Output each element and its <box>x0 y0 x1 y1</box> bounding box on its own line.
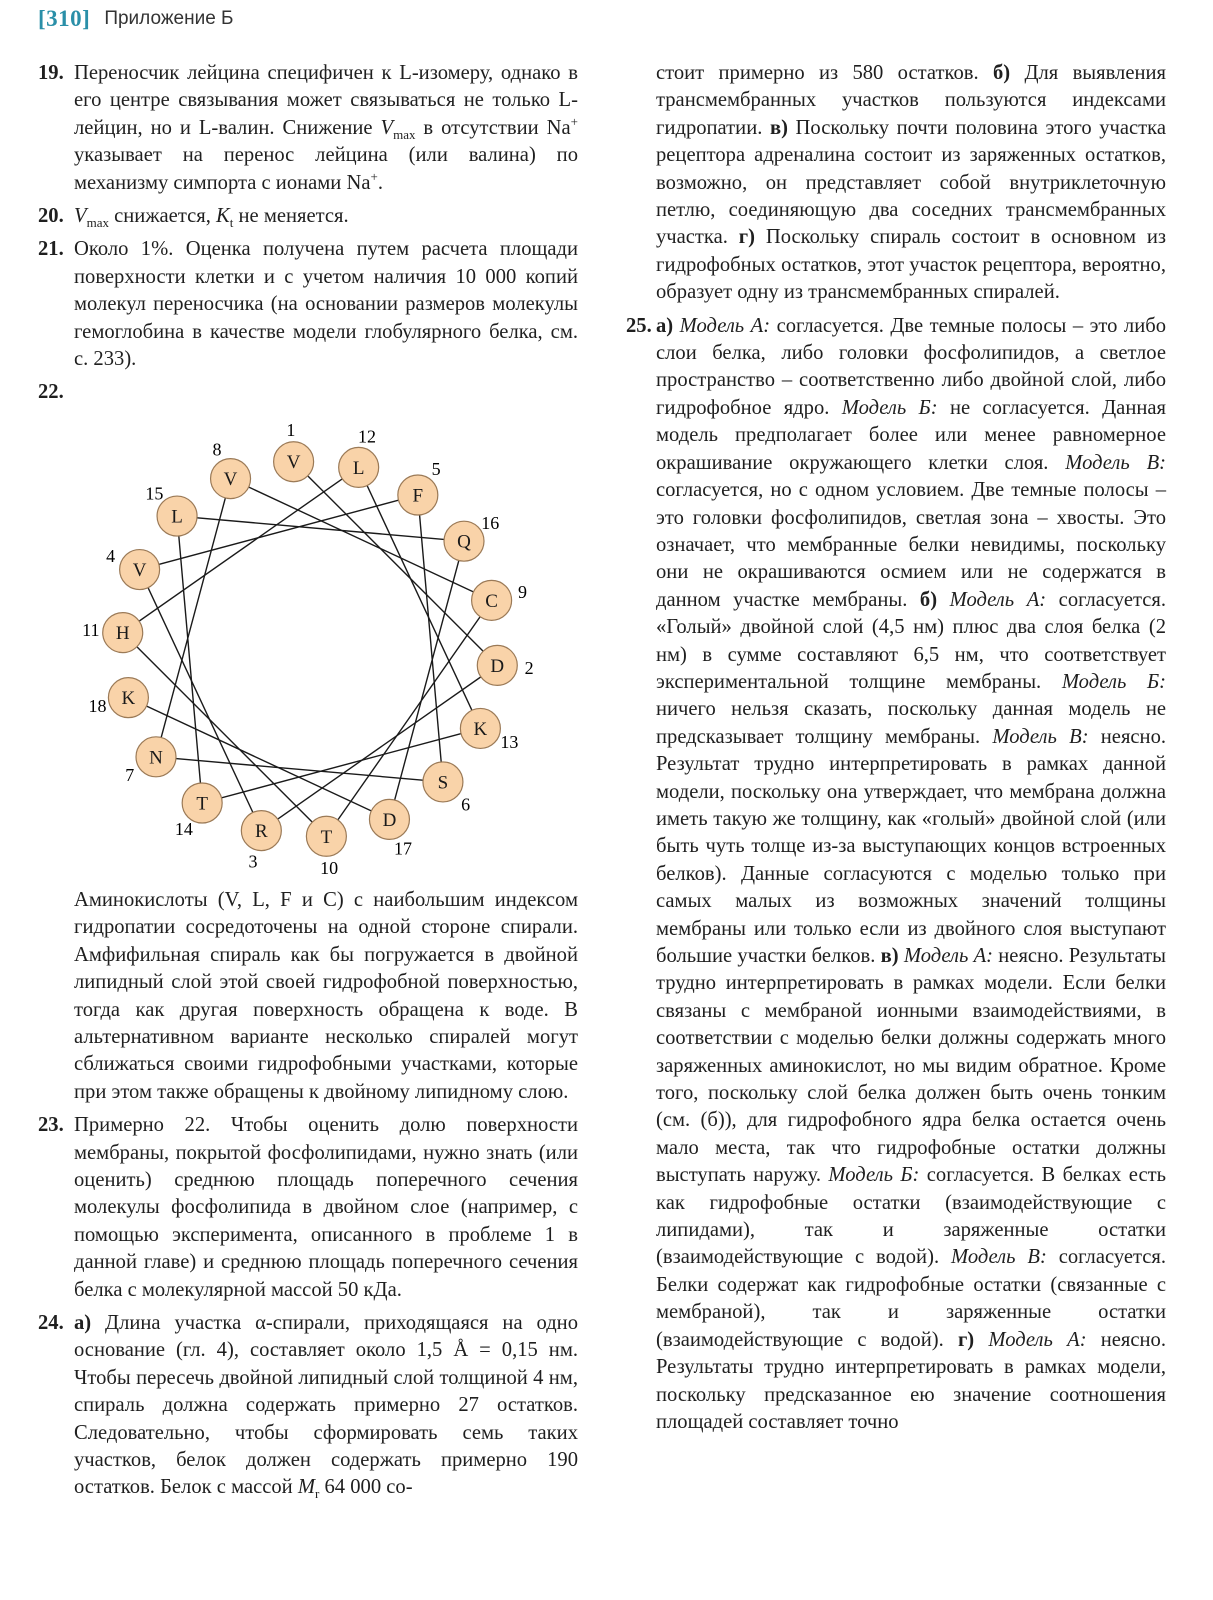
residue-number: 13 <box>500 731 519 752</box>
residue-6 <box>423 762 463 802</box>
answer-25: 25. а) Модель А: согласуется. Две темные полосы – это либо слои белка, либо головки фосфолипидов, а светлое пространство – соответственно либо двойной слой, либо гидрофобное ядро. Модель Б: не согласуется. Данная модель предполагает более или менее равномерное окрашивание окружающего клетки слоя. Модель В: согласуется, но с одном условием. Две темные полосы – это головки фосфолипидов, светлая зона – хвосты. Это означает, что мембранные белки невидимы, поскольку они не окрашиваются осмием или не содержатся в данном участке мембраны. б) Модель А: согласуется. «Голый» двойной слой (4,5 нм) плюс два слоя белка (2 нм) в сумме составляют 6,5 нм, что соответствует экспериментальной толщине мембраны. Модель Б: ничего нельзя сказать, поскольку данная модель не предсказывает толщину мембраны. Модель В: неясно. Результат трудно интерпретировать в рамках данной модели, поскольку она утверждает, что мембрана должна иметь такую же толщину, как «голый» двойной слой (или быть чуть толще из-за выступающих концов встроенных белков). Данные согласуются с моделью только при самых малых из возможных значений толщины мембраны или только если из двойного слоя выступают большие участки белков. в) Модель А: неясно. Результаты трудно интерпретировать в рамках модели. Если белки связаны с мембраной ионными взаимодействиями, в соответствии с моделью белки должны содержать много заряженных аминокислот, но мы видим обратное. Кроме того, поскольку слой белка должен быть очень тонким (см. (б)), для гидрофобного ядра белка остается очень мало места, так что гидрофобные остатки должны выступать наружу. Модель Б: согласуется. В белках есть как гидрофобные остатки (взаимодействующие с липидами), так и заряженные остатки (взаимодействующие с водой). Модель В: согласуется. Белки содержат как гидрофобные остатки (связанные с мембраной), так и заряженные остатки (взаимодействующие с водой). г) Модель А: неясно. Результаты трудно интерпретировать в рамках модели, поскольку предсказанное ею значение соотношения площадей составляет точно <box>626 314 1167 1433</box>
residue-8 <box>211 458 251 498</box>
residue-3 <box>241 810 281 850</box>
residue-number: 9 <box>518 581 528 602</box>
residue-number: 8 <box>212 439 222 460</box>
answer-number: 20. <box>38 205 64 228</box>
running-head: Приложение Б <box>104 8 234 29</box>
residue-letter: R <box>254 820 268 842</box>
residue-number: 12 <box>357 426 376 447</box>
residue-1 <box>274 442 314 482</box>
residue-number: 5 <box>431 458 441 479</box>
residue-number: 3 <box>248 851 258 872</box>
answer-number: 22. <box>38 381 64 404</box>
answer-number: 19. <box>38 62 64 84</box>
left-column <box>38 60 578 1508</box>
residue-letter: D <box>490 655 505 677</box>
residue-4 <box>120 549 160 589</box>
residue-13 <box>460 708 500 748</box>
residue-number: 15 <box>145 483 164 504</box>
residue-letter: L <box>352 457 365 479</box>
residue-number: 17 <box>393 838 412 859</box>
answer-number: 21. <box>38 238 64 261</box>
residue-letter: N <box>149 747 163 769</box>
residue-9 <box>472 580 512 620</box>
residue-letter: V <box>132 559 147 581</box>
answer-24-continued: стоит примерно из 580 остатков. б) Для выявления трансмембранных участков пользуются индексами гидропатии. в) Поскольку почти половина этого участка рецептора адреналина состоит из заряженных остатков, возможно, он представляет собой внутриклеточную петлю, соединяющую два соседних трансмембранных участка. г) Поскольку спираль состоит в основном из гидрофобных остатков, этот участок рецептора, вероятно, образует одну из трансмембранных спиралей. <box>656 62 1166 304</box>
residue-18 <box>108 678 148 718</box>
residue-number: 2 <box>524 658 534 679</box>
answer-20: 20. $V_{max}$ снижается, $K_t$ не меняется. <box>38 205 349 231</box>
residue-letter: L <box>171 506 183 528</box>
residue-7 <box>136 737 176 777</box>
answer-23: 23. Примерно 22. Чтобы оценить долю поверхности мембраны, покрытой фосфолипидами, нужно знать (или оценить) среднюю площадь поперечного сечения молекулы фосфолипида в двойном слое (например, с помощью эксперимента, описанного в проблеме 1 в данной главе) и среднюю площадь поперечного сечения белка с молекулярной массой 50 кДа. <box>38 1114 578 1301</box>
page-header <box>38 4 234 34</box>
residue-2 <box>477 645 517 685</box>
residue-letter: K <box>121 688 136 710</box>
residue-11 <box>103 612 143 652</box>
residue-letter: V <box>223 468 238 490</box>
residue-letter: T <box>196 793 208 815</box>
answer-22 <box>38 379 578 1106</box>
residue-letter: C <box>485 590 498 612</box>
answer-24: 24. а) Длина участка α-спирали, приходящаяся на одно основание (гл. 4), составляет около 1,5 Å = 0,15 нм. Чтобы пересечь двойной липидный слой толщиной 4 нм, спираль должна содержать примерно 27 остатков. Следовательно, чтобы сформировать семь таких участков, белок должен содержать примерно 190 остатков. Белок с массой $M_r$ 64 000 со- <box>38 1311 578 1502</box>
residue-letter: H <box>115 622 130 644</box>
answer-22-text: Аминокислоты (V, L, F и C) с наибольшим индексом гидропатии сосредоточены на одной стороне спирали. Амфифильная спираль как бы погружается в двойной липидный слой этой своей гидрофобной поверхностью, тогда как другая поверхность обращена к воде. В альтернативном варианте несколько спиралей могут сближаться своими гидрофобными участками, которые при этом также обращены к двойному липидному слою. <box>74 888 578 1103</box>
residue-letter: K <box>473 718 488 740</box>
answer-number: 25. <box>626 314 652 337</box>
residue-number: 10 <box>320 858 339 879</box>
residue-5 <box>398 475 438 515</box>
answer-21: 21. Около 1%. Оценка получена путем расчета площади поверхности клетки и с учетом наличия 10 000 копий молекул переносчика (на основании размеров молекулы гемоглобина в качестве модели глобулярного белка, см. с. 233). <box>38 238 578 371</box>
residue-letter: T <box>320 826 333 848</box>
page-number: [310] <box>38 6 91 31</box>
residue-10 <box>306 816 346 856</box>
residue-16 <box>444 521 484 561</box>
answer-number: 23. <box>38 1114 64 1137</box>
residue-14 <box>182 783 222 823</box>
residue-letter: F <box>412 485 424 507</box>
answer-number: 24. <box>38 1311 64 1334</box>
residue-number: 11 <box>82 619 100 640</box>
right-column <box>626 60 1166 1442</box>
residue-number: 6 <box>461 794 471 815</box>
answer-19: 19. Переносчик лейцина специфичен к L-изомеру, однако в его центре связывания может связываться не только L-лейцин, но и L-валин. Снижение $V_{max}$ в отсутствии Na+ указывает на перенос лейцина (или валина) по механизму симпорта с ионами Na+. <box>38 62 579 194</box>
residue-number: 4 <box>106 545 116 566</box>
residue-number: 14 <box>174 819 193 840</box>
residue-number: 7 <box>125 765 135 786</box>
residue-letter: Q <box>457 531 471 553</box>
residue-letter: V <box>286 452 301 474</box>
residue-number: 18 <box>88 695 107 716</box>
helical-wheel-diagram <box>38 411 578 881</box>
residue-letter: D <box>382 809 397 831</box>
wheel-connection-line <box>123 632 327 836</box>
residue-number: 16 <box>481 512 500 533</box>
residue-letter: S <box>437 772 449 794</box>
residue-17 <box>369 799 409 839</box>
residue-number: 1 <box>286 419 296 440</box>
residue-12 <box>339 447 379 487</box>
